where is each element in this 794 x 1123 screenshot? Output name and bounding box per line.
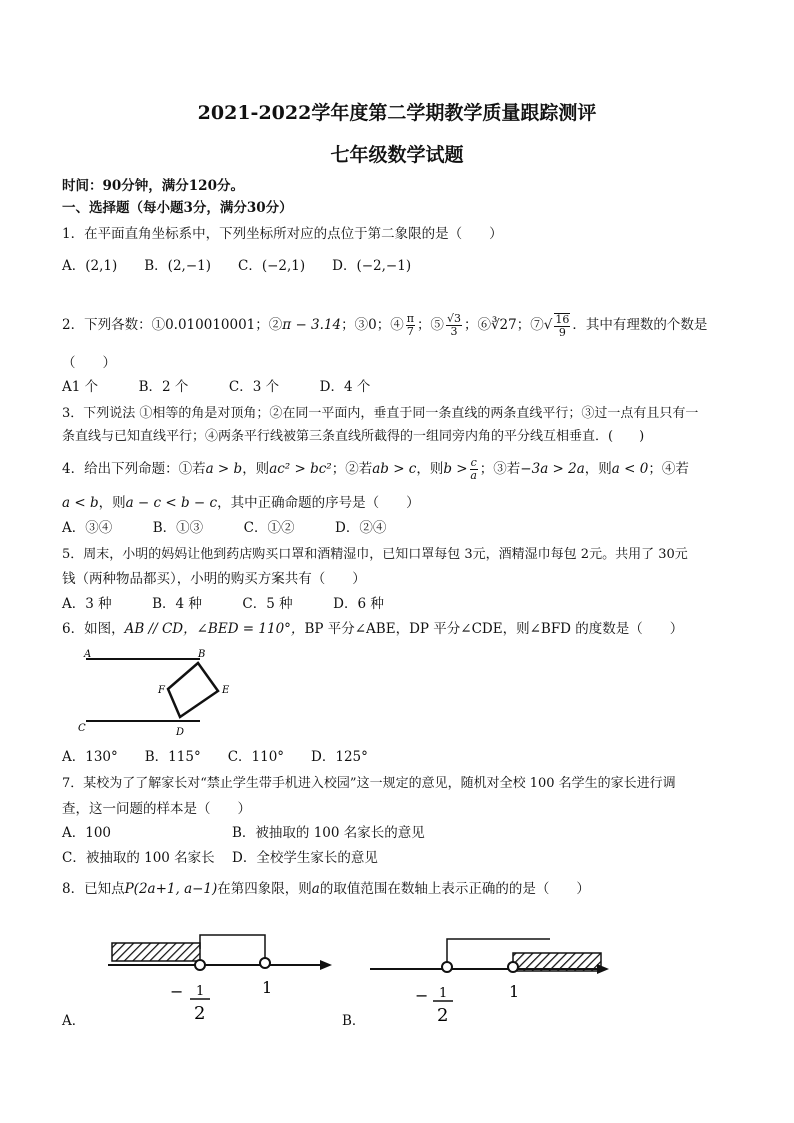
q4-seg: 4．给出下列命题：①若 [62, 461, 206, 477]
question-7-line-1: 7．某校为了了解家长对“禁止学生带手机进入校园”这一规定的意见，随机对全校 100 名学生的家长进行调 [62, 776, 676, 791]
q6-expr: ，∠BED = 110°， [183, 621, 305, 637]
q4-expr: a < 0 [611, 461, 649, 477]
q4-expr: b > [443, 461, 468, 477]
q4-seg: ，则 [416, 461, 444, 477]
q4-expr: ab > c [372, 461, 417, 477]
q4-expr: a < b [62, 495, 99, 511]
parallel-lines-figure [70, 645, 250, 740]
neg-sign: − [170, 982, 184, 1001]
question-5-line-1: 5．周末，小明的妈妈让他到药店购买口罩和酒精湿巾，已知口罩每包 3元，酒精湿巾每包 2元。共用了 30元 [62, 547, 688, 562]
fraction-c-a: $\frac{c}{a}$ [470, 456, 477, 482]
question-2-paren: （ ） [62, 355, 116, 371]
question-7-option-c: C．被抽取的 100 名家长 [62, 850, 215, 866]
fraction-pi-7: $\frac{\pi}{7}$ [406, 312, 414, 338]
time-info: 时间：90分钟，满分120分。 [62, 178, 244, 194]
q2-seg6: ；⑥ [463, 317, 491, 333]
q4-expr: a − c < b − c [125, 495, 218, 511]
question-6-options: A．130° B．115° C．110° D．125° [62, 749, 368, 765]
q8-expr: a [311, 881, 320, 897]
question-7-option-a: A．100 [62, 825, 112, 841]
question-3-line-2: 条直线与已知直线平行；④两条平行线被第三条直线所截得的一组同旁内角的平分线互相垂直．( ) [62, 429, 645, 444]
question-6 [62, 620, 683, 638]
question-4-line-2 [62, 494, 420, 512]
one-mark: 1 [509, 982, 520, 1001]
q2-pi: π − 3.14 [282, 317, 342, 333]
q6-expr: AB // CD [124, 621, 184, 637]
exam-subtitle: 七年级数学试题 [330, 144, 464, 166]
q4-seg: ，则 [584, 461, 612, 477]
q2-seg3: ；③0；④ [341, 317, 404, 333]
question-2-options: A1 个 B．2 个 C．3 个 D．4 个 [62, 379, 371, 395]
label-A: A [84, 649, 92, 660]
question-2 [62, 310, 707, 340]
fraction-16-9: $\frac{16}{9}$ [555, 312, 570, 339]
number-line-figure-b [365, 925, 615, 1025]
question-8 [62, 880, 590, 898]
fraction-root3-3: $\frac{√3}{3}$ [446, 312, 461, 338]
label-F: F [158, 685, 165, 696]
figure-a-label: A． [62, 1013, 86, 1029]
neg-sign: − [415, 986, 429, 1005]
half-den: 2 [437, 1005, 449, 1025]
section-heading: 一、选择题（每小题3分，满分30分） [62, 200, 293, 216]
half-num: 1 [196, 984, 205, 999]
q4-seg: ，其中正确命题的序号是（ ） [217, 495, 420, 511]
q4-seg: ，则 [242, 461, 270, 477]
label-D: D [176, 727, 185, 738]
question-3-line-1: 3．下列说法 ①相等的角是对顶角；②在同一平面内，垂直于同一条直线的两条直线平行；③过一点有且只有一 [62, 406, 699, 421]
question-4-options: A．③④ B．①③ C．①② D．②④ [62, 520, 387, 536]
figure-b-label: B． [342, 1013, 366, 1029]
q8-seg: 8．已知点 [62, 881, 125, 897]
question-1-options: A．(2,1) B．(2,−1) C．(−2,1) D．(−2,−1) [62, 258, 412, 274]
q4-seg: ；④若 [648, 461, 689, 477]
exam-title: 2021-2022学年度第二学期教学质量跟踪测评 [197, 102, 597, 124]
q4-seg: ，则 [98, 495, 126, 511]
q2-seg5: ；⑤ [416, 317, 444, 333]
question-7-line-2: 查，这一问题的样本是（ ） [62, 801, 251, 817]
question-4-line-1 [62, 456, 689, 482]
question-7-option-b: B．被抽取的 100 名家长的意见 [232, 825, 425, 841]
half-den: 2 [194, 1003, 206, 1024]
question-1: 1．在平面直角坐标系中，下列坐标所对应的点位于第二象限的是（ ） [62, 226, 503, 242]
question-5-options: A．3 种 B．4 种 C．5 种 D．6 种 [62, 596, 384, 612]
number-line-figure-a [100, 925, 345, 1025]
sqrt-sign: √ [543, 317, 553, 333]
q6-seg: BP 平分∠ABE，DP 平分∠CDE，则∠BFD 的度数是（ ） [304, 621, 684, 637]
q6-seg: 6．如图， [62, 621, 125, 637]
q2-lead: 2．下列各数：①0.010010001；② [62, 317, 283, 333]
label-C: C [78, 723, 86, 734]
q4-seg: ；②若 [331, 461, 373, 477]
q2-seg7: ；⑦ [516, 317, 544, 333]
q8-seg: 的取值范围在数轴上表示正确的的是（ ） [319, 881, 590, 897]
q8-seg: 在第四象限，则 [217, 881, 312, 897]
q4-seg: ；③若 [479, 461, 521, 477]
q4-expr: ac² > bc² [269, 461, 332, 477]
q8-expr: P(2a+1, a−1) [124, 881, 218, 897]
q4-expr: −3a > 2a [520, 461, 585, 477]
half-num: 1 [439, 986, 448, 1001]
label-E: E [222, 685, 230, 696]
q2-tail: ．其中有理数的个数是 [572, 317, 708, 333]
one-mark: 1 [262, 978, 273, 997]
q2-cbrt: ∛27 [490, 317, 517, 333]
q4-expr: a > b [205, 461, 243, 477]
question-7-option-d: D．全校学生家长的意见 [232, 850, 378, 866]
label-B: B [198, 649, 206, 660]
question-5-line-2: 钱（两种物品都买），小明的购买方案共有（ ） [62, 571, 366, 587]
